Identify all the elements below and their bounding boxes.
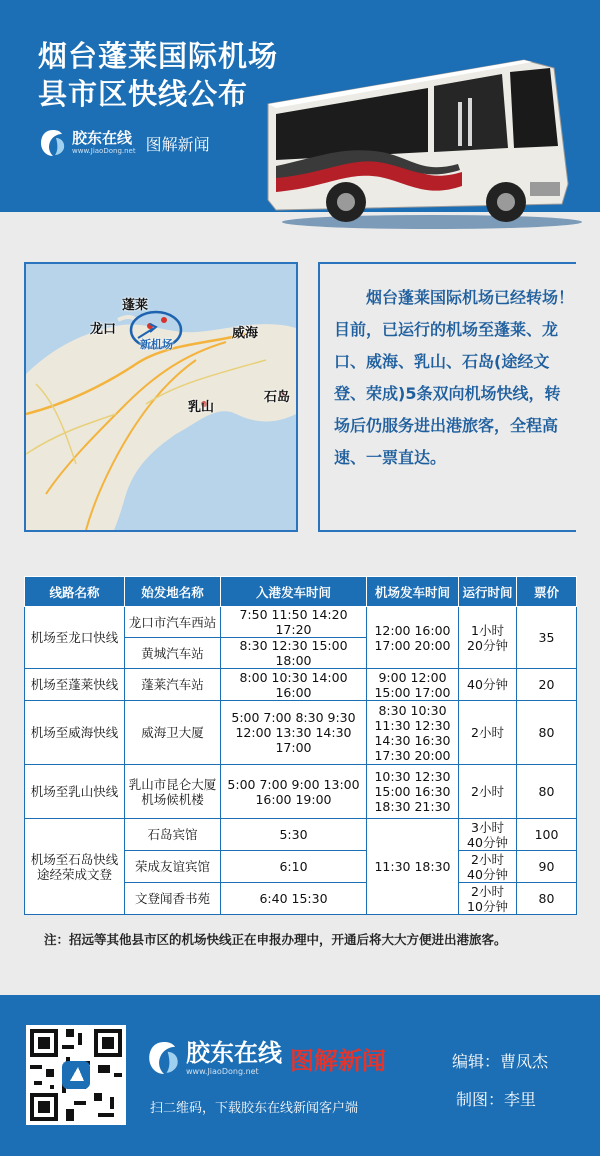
origin-cell: 黄城汽车站 xyxy=(125,638,221,669)
price-cell: 80 xyxy=(517,701,577,765)
inbound-cell: 6:10 xyxy=(221,851,367,883)
header-duration: 运行时间 xyxy=(459,577,517,607)
origin-cell xyxy=(125,765,221,819)
airport-time-line: 11:30 12:30 xyxy=(374,717,451,733)
inbound-cell: 7:50 11:50 14:20 17:20 xyxy=(221,607,367,638)
header-inbound-time: 入港发车时间 xyxy=(221,577,367,607)
table-row xyxy=(25,669,577,701)
origin-cell: 蓬莱汽车站 xyxy=(125,669,221,701)
inbound-line: 5:00 7:00 8:30 9:30 xyxy=(231,710,356,725)
page-title-line2: 县市区快线公布 xyxy=(38,77,249,111)
map-image xyxy=(26,264,296,530)
price-cell: 35 xyxy=(517,607,577,669)
inbound-cell xyxy=(221,765,367,819)
route-map xyxy=(24,262,298,532)
editor-credit: 编辑：曹凤杰 xyxy=(452,1052,549,1071)
price-cell: 80 xyxy=(517,765,577,819)
footer-logo-name: 胶东在线 xyxy=(186,1039,282,1067)
airport-time-cell xyxy=(367,607,459,669)
map-label-longkou: 龙口 xyxy=(90,322,117,337)
route-line: 机场至石岛快线 xyxy=(30,851,119,867)
inbound-cell: 8:30 12:30 15:00 18:00 xyxy=(221,638,367,669)
duration-line: 10分钟 xyxy=(467,898,508,914)
jiaodong-logo-icon xyxy=(148,1039,180,1077)
jiaodong-logo-icon xyxy=(40,129,66,157)
airport-time-cell xyxy=(367,765,459,819)
airport-time-cell: 11:30 18:30 xyxy=(367,819,459,915)
airport-time-line: 17:30 20:00 xyxy=(374,747,451,763)
map-label-weihai: 威海 xyxy=(232,326,259,341)
table-row xyxy=(25,819,577,851)
footer-section-name: 图解新闻 xyxy=(290,1046,386,1075)
airport-time-line: 17:00 20:00 xyxy=(374,637,451,653)
route-shidao xyxy=(25,819,125,915)
price-cell: 90 xyxy=(517,851,577,883)
header-logo xyxy=(40,126,210,160)
bus-illustration xyxy=(262,54,582,230)
footer-logo-url: www.JiaoDong.net xyxy=(186,1067,259,1076)
page-title-line1: 烟台蓬莱国际机场 xyxy=(38,39,279,73)
duration-line: 1小时 xyxy=(471,622,504,638)
airport-time-cell xyxy=(367,701,459,765)
airport-time-line: 9:00 12:00 xyxy=(378,669,447,685)
header-airport-time: 机场发车时间 xyxy=(367,577,459,607)
duration-line: 20分钟 xyxy=(467,637,508,653)
graphics-credit: 制图：李里 xyxy=(456,1090,537,1109)
table-row xyxy=(25,765,577,819)
route-rushan: 机场至乳山快线 xyxy=(25,765,125,819)
scan-qr-text: 扫二维码，下载胶东在线新闻客户端 xyxy=(150,1101,359,1116)
origin-cell: 龙口市汽车西站 xyxy=(125,607,221,638)
airport-time-line: 8:30 10:30 xyxy=(378,702,447,718)
inbound-line: 16:00 19:00 xyxy=(255,791,332,807)
map-label-rushan: 乳山 xyxy=(188,400,215,415)
duration-line: 40分钟 xyxy=(467,834,508,850)
route-line: 途经荣成文登 xyxy=(36,866,112,882)
inbound-cell: 8:00 10:30 14:00 16:00 xyxy=(221,669,367,701)
schedule-table xyxy=(24,576,577,915)
origin-cell: 石岛宾馆 xyxy=(125,819,221,851)
table-row xyxy=(25,607,577,638)
origin-cell: 荣成友谊宾馆 xyxy=(125,851,221,883)
price-cell: 20 xyxy=(517,669,577,701)
header-route: 线路名称 xyxy=(25,577,125,607)
qr-code[interactable] xyxy=(26,1025,126,1125)
airport-time-line: 18:30 21:30 xyxy=(374,799,451,814)
header-banner xyxy=(0,0,600,212)
price-cell: 80 xyxy=(517,883,577,915)
route-penglai: 机场至蓬莱快线 xyxy=(25,669,125,701)
duration-cell xyxy=(459,883,517,915)
airport-time-line: 15:00 16:30 xyxy=(374,784,451,799)
inbound-line: 12:00 13:30 14:30 17:00 xyxy=(235,725,352,755)
airport-time-line: 15:00 17:00 xyxy=(374,684,451,700)
duration-cell xyxy=(459,607,517,669)
table-row xyxy=(25,701,577,765)
origin-cell: 文登闻香书苑 xyxy=(125,883,221,915)
duration-cell xyxy=(459,819,517,851)
duration-cell: 2小时 xyxy=(459,765,517,819)
duration-cell: 2小时 xyxy=(459,701,517,765)
section-name: 图解新闻 xyxy=(145,134,210,154)
route-weihai: 机场至威海快线 xyxy=(25,701,125,765)
duration-line: 40分钟 xyxy=(467,866,508,882)
intro-text: 烟台蓬莱国际机场已经转场！目前，已运行的机场至蓬莱、龙口、威海、乳山、石岛(途经文登、荣成)5条双向机场快线，转场后仍服务进出港旅客，全程高速、一票直达。 xyxy=(334,288,575,467)
origin-line: 乳山市昆仑大厦 xyxy=(128,776,217,792)
inbound-cell xyxy=(221,701,367,765)
logo-name: 胶东在线 xyxy=(72,129,133,147)
origin-cell: 威海卫大厦 xyxy=(125,701,221,765)
price-cell: 100 xyxy=(517,819,577,851)
duration-line: 2小时 xyxy=(471,883,504,899)
inbound-cell: 6:40 15:30 xyxy=(221,883,367,915)
duration-cell xyxy=(459,851,517,883)
intro-box xyxy=(318,262,576,532)
map-label-new-airport: 新机场 xyxy=(140,338,173,351)
inbound-line: 5:00 7:00 9:00 13:00 xyxy=(227,776,360,792)
duration-cell: 40分钟 xyxy=(459,669,517,701)
map-label-shidao: 石岛 xyxy=(264,390,291,405)
map-label-penglai: 蓬莱 xyxy=(122,298,149,313)
airport-time-cell xyxy=(367,669,459,701)
table-header-row xyxy=(25,577,577,607)
airport-time-line: 14:30 16:30 xyxy=(374,732,451,748)
origin-line: 机场候机楼 xyxy=(141,791,204,807)
inbound-cell: 5:30 xyxy=(221,819,367,851)
airport-time-line: 10:30 12:30 xyxy=(374,769,451,784)
airport-time-line: 12:00 16:00 xyxy=(374,622,451,638)
duration-line: 3小时 xyxy=(471,819,504,835)
duration-line: 2小时 xyxy=(471,851,504,867)
header-price: 票价 xyxy=(517,577,577,607)
route-longkou: 机场至龙口快线 xyxy=(25,607,125,669)
footnote: 注：招远等其他县市区的机场快线正在申报办理中，开通后将大大方便进出港旅客。 xyxy=(44,932,507,947)
header-origin: 始发地名称 xyxy=(125,577,221,607)
footer-banner xyxy=(0,995,600,1156)
footer-logo xyxy=(148,1039,386,1077)
logo-url: www.JiaoDong.net xyxy=(72,147,136,155)
